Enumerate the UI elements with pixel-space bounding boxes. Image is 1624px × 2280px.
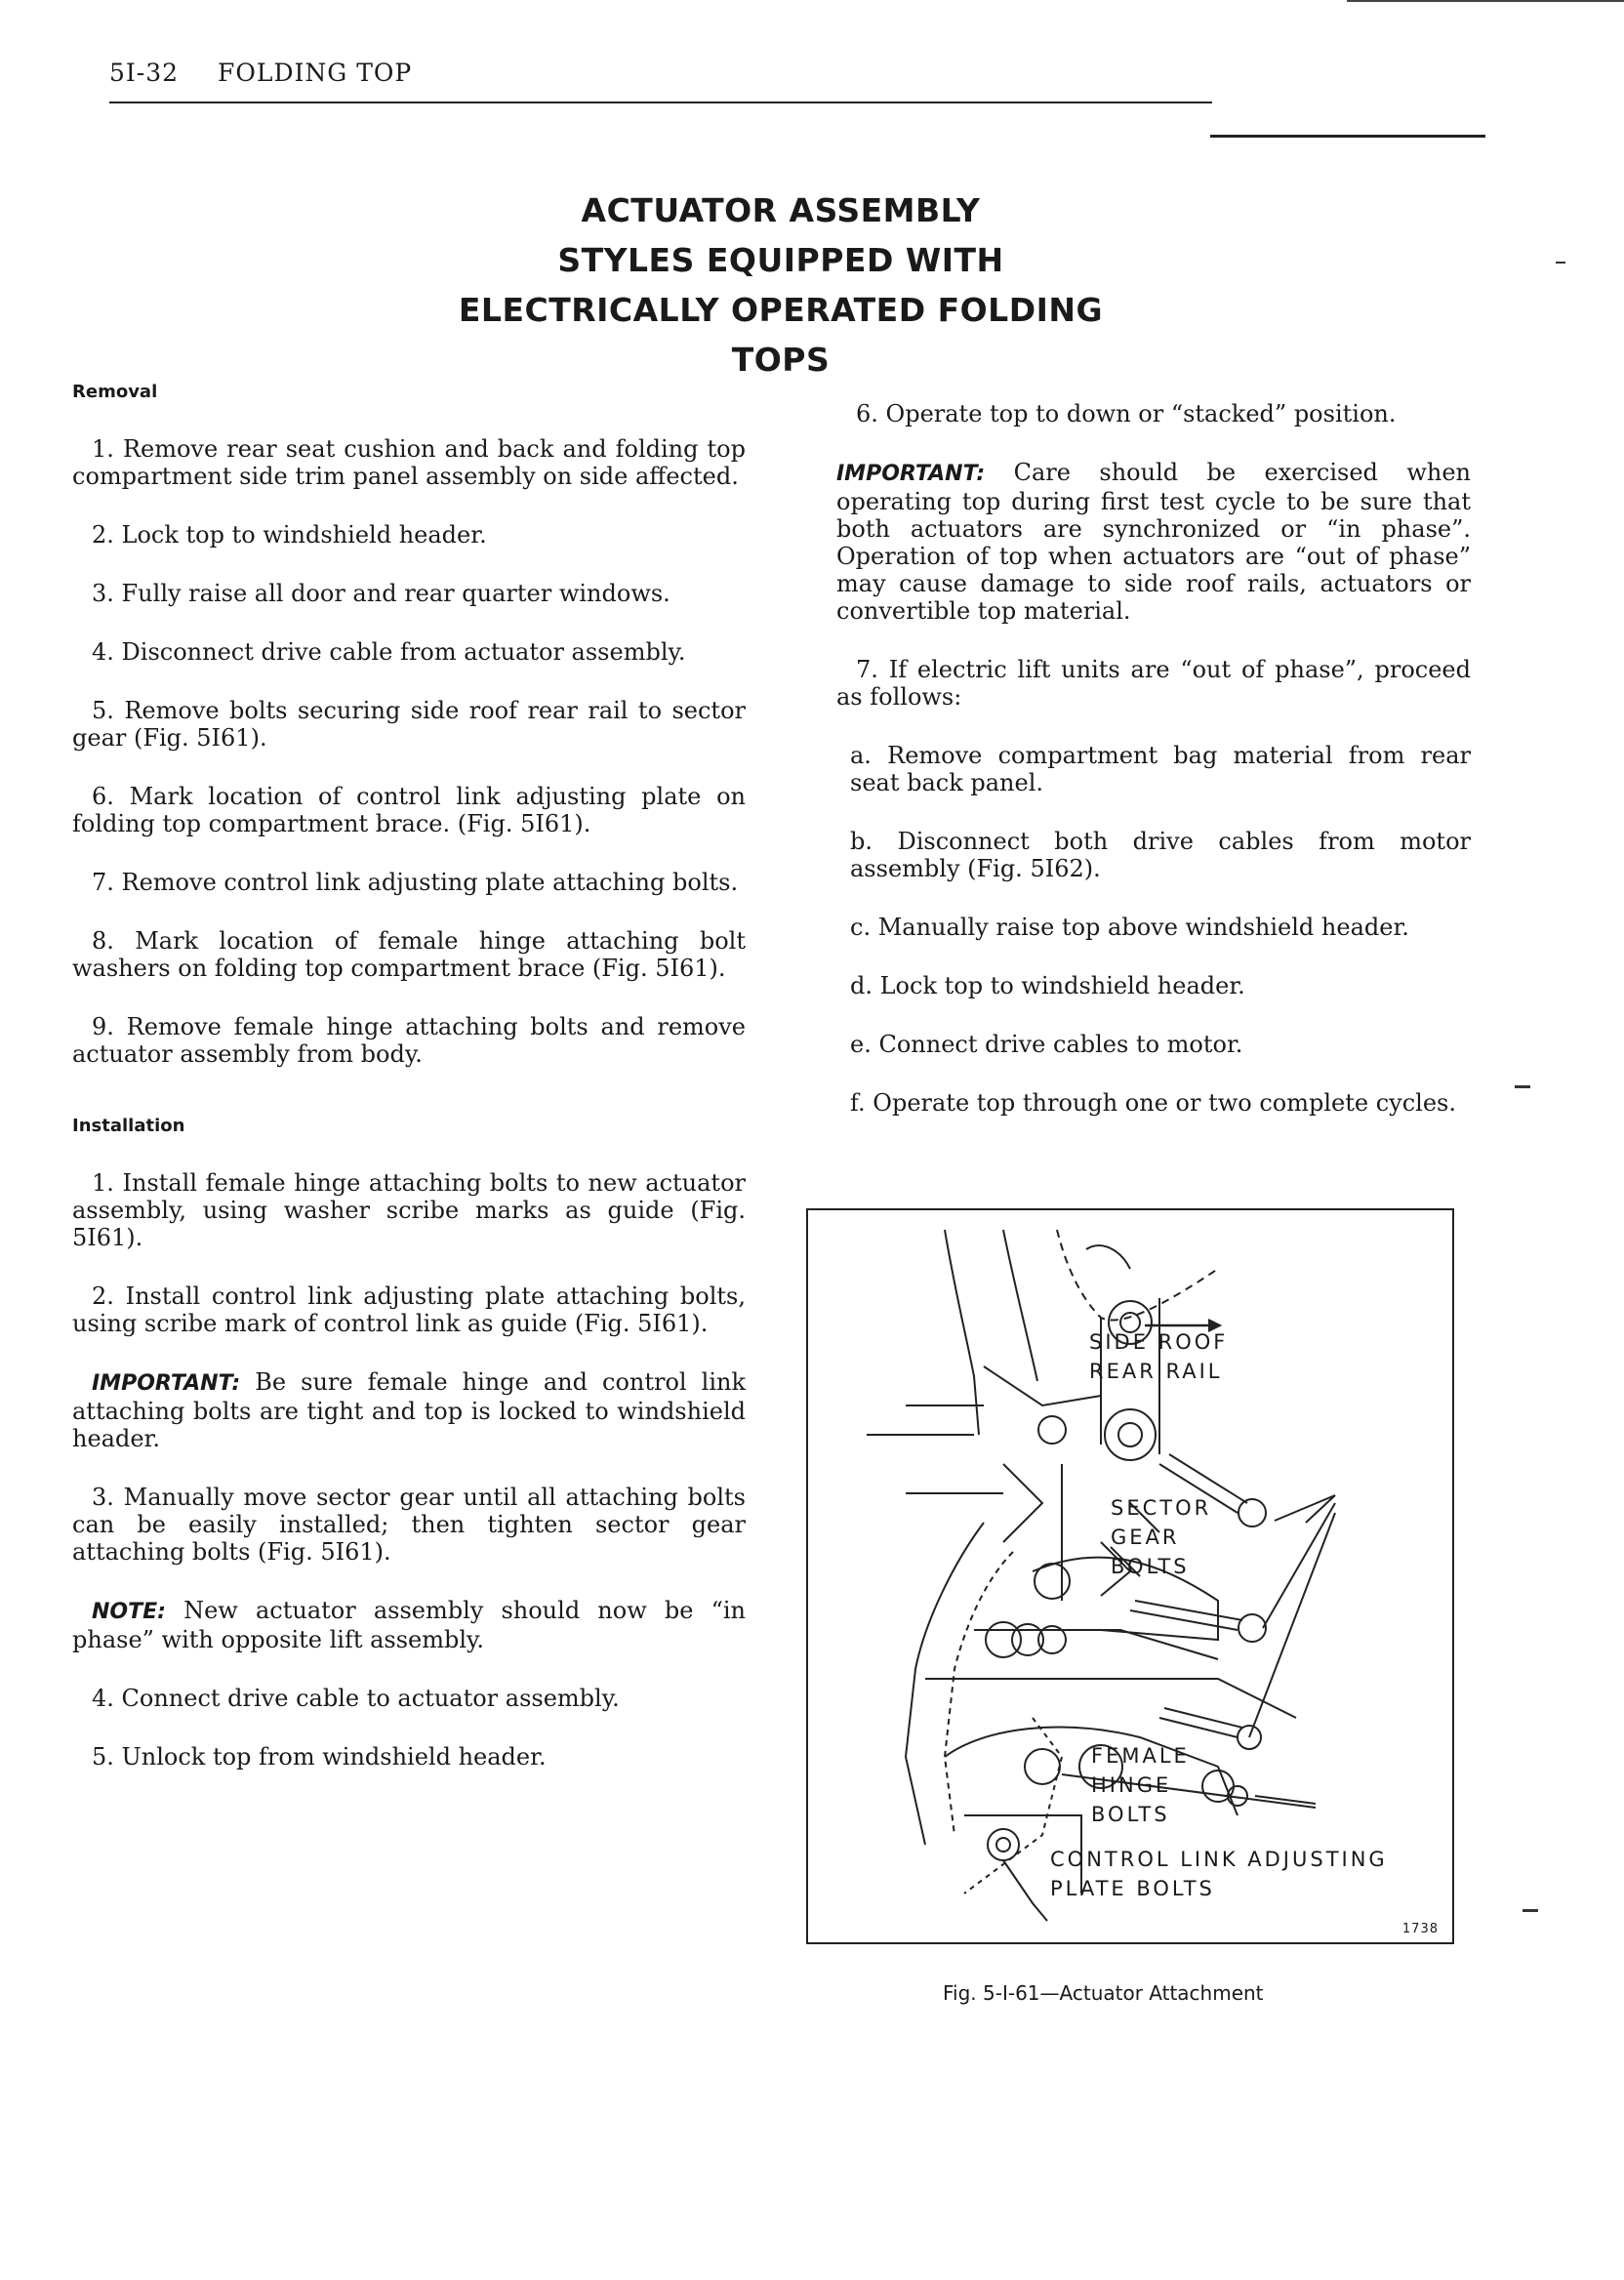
header-rule-right xyxy=(1210,135,1485,138)
left-column xyxy=(72,379,746,1802)
important-text-2: Care should be exercised when operating top during first test cycle to be sure that both actuators are synchronized or “in phase”. Operation of top when actuators are “out of phase” may cause damage to side roof rails, actuators or convertible top material. xyxy=(836,459,1471,625)
substep-f: f. Operate top through one or two complete cycles. xyxy=(850,1089,1456,1117)
important-label-2: IMPORTANT: xyxy=(836,462,986,486)
right-step-6: 6. Operate top to down or “stacked” position. xyxy=(856,400,1397,428)
callout-sector-gear-bolts: SECTOR GEAR BOLTS xyxy=(1111,1496,1212,1578)
title-line-1: ACTUATOR ASSEMBLY xyxy=(581,191,981,229)
substep-b: b. Disconnect both drive cables from motor assembly (Fig. 5I62). xyxy=(850,828,1471,882)
margin-mark xyxy=(1522,1909,1538,1912)
substep-d: d. Lock top to windshield header. xyxy=(850,972,1245,999)
note-text: New actuator assembly should now be “in phase” with opposite lift assembly. xyxy=(72,1597,746,1653)
substep-e: e. Connect drive cables to motor. xyxy=(850,1031,1243,1058)
removal-heading: Removal xyxy=(72,382,158,402)
header-rule xyxy=(109,102,1212,103)
section-name: FOLDING TOP xyxy=(218,59,413,87)
right-step-7: 7. If electric lift units are “out of phase”, proceed as follows: xyxy=(836,656,1471,711)
margin-mark xyxy=(1515,1085,1530,1088)
removal-step-2: 2. Lock top to windshield header. xyxy=(92,521,487,549)
removal-step-1: 1. Remove rear seat cushion and back and folding top compartment side trim panel assembly on side affected. xyxy=(72,435,746,490)
removal-step-3: 3. Fully raise all door and rear quarter windows. xyxy=(92,580,670,607)
right-important xyxy=(836,459,1471,625)
install-step-4: 4. Connect drive cable to actuator assembly. xyxy=(92,1685,620,1712)
install-step-3: 3. Manually move sector gear until all attaching bolts can be easily installed; then tighten sector gear attaching bolts (Fig. 5I61). xyxy=(72,1484,746,1566)
substep-a: a. Remove compartment bag material from rear seat back panel. xyxy=(850,742,1471,796)
removal-step-9: 9. Remove female hinge attaching bolts and remove actuator assembly from body. xyxy=(72,1013,746,1068)
right-column xyxy=(836,400,1471,1148)
title-line-4: TOPS xyxy=(731,341,831,379)
install-step-5: 5. Unlock top from windshield header. xyxy=(92,1743,547,1771)
important-label: IMPORTANT: xyxy=(92,1371,241,1396)
top-edge-rule xyxy=(1347,0,1624,2)
removal-step-8: 8. Mark location of female hinge attaching bolt washers on folding top compartment brace (Fig. 5I61). xyxy=(72,927,746,982)
title-line-3: ELECTRICALLY OPERATED FOLDING xyxy=(458,291,1104,329)
callout-side-roof-rear-rail: SIDE ROOF REAR RAIL xyxy=(1089,1330,1229,1383)
removal-step-4: 4. Disconnect drive cable from actuator assembly. xyxy=(92,638,686,666)
install-important xyxy=(72,1368,746,1452)
margin-mark xyxy=(1556,262,1565,264)
installation-heading: Installation xyxy=(72,1116,185,1136)
install-step-2: 2. Install control link adjusting plate attaching bolts, using scribe mark of control link as guide (Fig. 5I61). xyxy=(72,1282,746,1337)
removal-step-7: 7. Remove control link adjusting plate attaching bolts. xyxy=(92,869,739,896)
page-title xyxy=(390,185,1171,385)
callout-female-hinge-bolts: FEMALE HINGE BOLTS xyxy=(1091,1744,1190,1826)
page-number: 5I-32 xyxy=(109,59,180,87)
page-header xyxy=(109,59,412,87)
important-text: Be sure female hinge and control link attaching bolts are tight and top is locked to windshield header. xyxy=(72,1368,746,1452)
note-label: NOTE: xyxy=(92,1600,166,1624)
title-line-2: STYLES EQUIPPED WITH xyxy=(557,241,1004,279)
removal-step-5: 5. Remove bolts securing side roof rear rail to sector gear (Fig. 5I61). xyxy=(72,697,746,752)
actuator-figure xyxy=(806,1208,1454,1944)
install-step-1: 1. Install female hinge attaching bolts to new actuator assembly, using washer scribe marks as guide (Fig. 5I61). xyxy=(72,1169,746,1251)
figure-number: 1738 xyxy=(1401,1922,1439,1936)
install-note xyxy=(72,1597,746,1653)
removal-step-6: 6. Mark location of control link adjusting plate on folding top compartment brace. (Fig. 5I61). xyxy=(72,783,746,837)
substep-c: c. Manually raise top above windshield header. xyxy=(850,914,1409,941)
callout-control-link-plate-bolts: CONTROL LINK ADJUSTING PLATE BOLTS xyxy=(1050,1848,1388,1900)
figure-caption: Fig. 5-I-61—Actuator Attachment xyxy=(943,1981,1264,2005)
